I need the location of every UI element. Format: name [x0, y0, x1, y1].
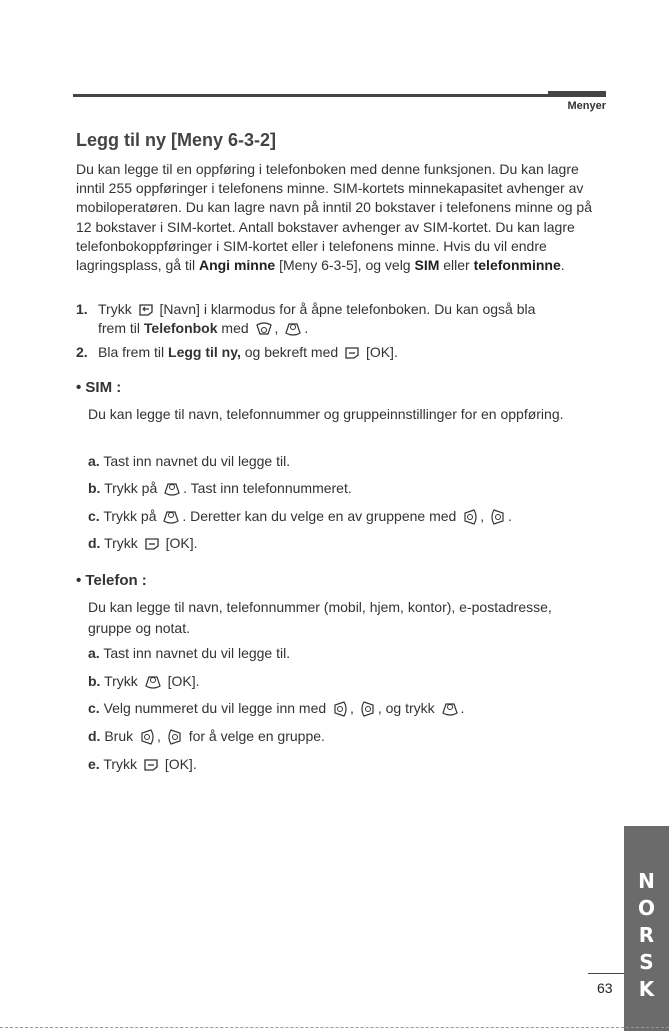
sim-step-d: d. Trykk [OK]. — [88, 535, 198, 551]
ok-softkey-icon — [143, 758, 159, 772]
nav-left-key-icon — [139, 728, 155, 746]
step-2: 2. Bla frem til Legg til ny, og bekreft med [OK]. — [76, 344, 398, 360]
phone-step-d: d. Bruk , for å velge en gruppe. — [88, 728, 325, 746]
sidebar-letter: K — [638, 977, 655, 1001]
page-number-rule — [588, 973, 624, 974]
sim-description: Du kan legge til navn, telefonnummer og gruppeinnstillinger for en oppføring. — [88, 406, 564, 422]
page-title: Legg til ny [Meny 6-3-2] — [76, 130, 277, 150]
sim-step-c: c. Trykk på . Deretter kan du velge en av gruppene med , . — [88, 508, 512, 526]
left-softkey-icon — [138, 303, 154, 317]
phone-description: Du kan legge til navn, telefonnummer (mobil, hjem, kontor), e-postadresse, gruppe og notat. — [88, 599, 552, 636]
nav-left-key-icon — [462, 508, 478, 526]
phone-step-a: a. Tast inn navnet du vil legge til. — [88, 645, 291, 661]
phone-step-c: c. Velg nummeret du vil legge inn med , , og trykk . — [88, 700, 464, 718]
nav-right-key-icon — [490, 508, 506, 526]
nav-up-key-icon — [284, 321, 302, 337]
header-rule — [73, 94, 606, 97]
intro-paragraph: Du kan legge til en oppføring i telefonboken med denne funksjonen. Du kan lagre inntil 255 oppføringer i telefonens minne. SIM-kortets minnekapasitet avhenger av mobiloperatøren. Du kan lagre navn på inntil 20 bokstaver i telefonens minne og på 12 bokstaver i SIM-kortet. Antall bokstaver avhenger av SIM-kortet. Du kan lagre telefonbokoppføringer i SIM-kortet eller i telefonens minne. Hvis du vil endre lagringsplass, gå til Angi minne [Meny 6-3-5], og velg SIM eller telefonminne. — [76, 161, 592, 274]
section-label: Menyer — [567, 100, 606, 112]
ok-softkey-icon — [144, 537, 160, 551]
sidebar-letter: O — [637, 896, 655, 920]
sim-heading: • SIM : — [76, 379, 122, 396]
sidebar-letter: S — [639, 950, 654, 974]
nav-left-key-icon — [332, 700, 348, 718]
sim-step-b: b. Trykk på . Tast inn telefonnummeret. — [88, 480, 352, 496]
page-number: 63 — [597, 980, 613, 996]
header-rule-tab — [548, 91, 606, 97]
ok-softkey-icon — [344, 346, 360, 360]
step-1: 1. Trykk [Navn] i klarmodus for å åpne telefonboken. Du kan også bla frem til Telefonbok med , . — [76, 301, 536, 336]
phone-step-e: e. Trykk [OK]. — [88, 756, 197, 772]
nav-up-key-icon — [163, 481, 181, 497]
nav-up-key-icon — [162, 509, 180, 525]
nav-down-key-icon — [255, 321, 273, 337]
sim-step-a: a. Tast inn navnet du vil legge til. — [88, 453, 291, 469]
phone-step-b: b. Trykk [OK]. — [88, 673, 200, 689]
sidebar-letter: N — [638, 869, 655, 893]
language-sidebar-tab — [624, 826, 669, 1031]
nav-up-key-icon — [144, 674, 162, 690]
nav-right-key-icon — [167, 728, 183, 746]
sidebar-letter: R — [638, 923, 655, 947]
nav-up-key-icon — [441, 701, 459, 717]
page-edge — [0, 1027, 669, 1028]
language-label — [624, 868, 669, 1003]
phone-heading: • Telefon : — [76, 572, 147, 589]
nav-right-key-icon — [360, 700, 376, 718]
